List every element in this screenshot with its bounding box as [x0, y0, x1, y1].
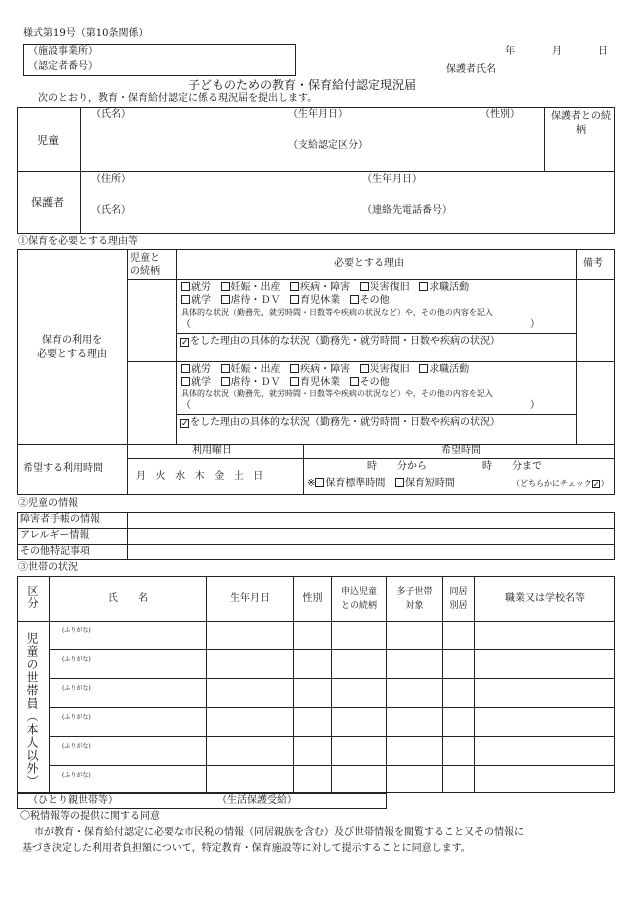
consent-title: 〇税情報等の提供に関する同意: [20, 811, 160, 822]
work-option[interactable]: 就労: [181, 282, 211, 293]
section2-title: ②児童の情報: [18, 498, 78, 509]
standard-time-option[interactable]: 保育標準時間: [315, 478, 385, 489]
child-info-table: [17, 512, 615, 560]
reason-header: 必要とする理由: [334, 258, 404, 269]
childcare-leave-option[interactable]: 育児休業: [290, 295, 340, 306]
paren-open-a: （: [181, 319, 191, 330]
form-number: 様式第19号（第10条関係）: [23, 28, 149, 39]
date-month: 月: [552, 46, 562, 57]
multi-child-header: 多子世帯 対象: [396, 587, 433, 611]
weekday-list: 月 火 水 木 金 土 日: [136, 471, 264, 482]
single-parent-label: （ひとり親世帯等）: [28, 795, 118, 806]
reason-options-row2-b: 就学 虐待・ＤＶ 育児休業 その他: [181, 377, 390, 388]
work-checkbox[interactable]: [181, 282, 190, 291]
child-row-label: 児童: [37, 134, 59, 147]
consent-text-2: 基づき決定した利用者負担額について，特定教育・保育施設等に対して提示することに同意します。: [22, 843, 471, 854]
relation-to-child-header: 申込児童 との続柄: [340, 587, 377, 611]
reason-options-row2-a: [181, 295, 390, 306]
facility-label: （施設事業所）: [28, 46, 98, 57]
job-search-option[interactable]: 求職活動: [419, 282, 469, 293]
welfare-label: （生活保護受給）: [217, 795, 297, 806]
date-day: 日: [598, 46, 608, 57]
checked-note-a: ✓をした理由の具体的な状況（勤務先・就労時間・日数や疾病の状況）: [181, 336, 500, 348]
guardian-row-label: 保護者: [31, 196, 64, 209]
allergy-info-label: アレルギー情報: [20, 530, 90, 541]
reason-row-label: 保育の利用を 必要とする理由: [37, 335, 107, 360]
guardian-birthdate-label: （生年月日）: [362, 174, 422, 185]
situation-note-a: 具体的な状況（勤務先，就労時間・日数等や疾病の状況など）や，その他の内容を記入: [181, 308, 493, 317]
cohabit-header: 同居 別居: [449, 587, 468, 611]
illness-option[interactable]: 疾病・障害: [290, 282, 350, 293]
furigana-label: (ふりがな): [62, 685, 91, 692]
child-sex-label: （性別）: [480, 109, 520, 120]
remarks-header: 備考: [583, 258, 603, 269]
sex-header: 性別: [302, 593, 323, 604]
disability-info-label: 障害者手帳の情報: [20, 514, 100, 525]
section3-title: ③世帯の状況: [18, 562, 78, 573]
furigana-label: (ふりがな): [62, 772, 91, 779]
furigana-label: (ふりがな): [62, 656, 91, 663]
guardian-phone-label: （連絡先電話番号）: [362, 205, 452, 216]
other-option[interactable]: その他: [350, 295, 390, 306]
paren-open-b: （: [181, 400, 191, 411]
household-category-label: 児童の世帯員（本人以外）: [25, 632, 39, 788]
reason-options-row1-b: 就労 妊娠・出産 疾病・障害 災害復旧 求職活動: [181, 364, 469, 375]
child-relation-label: 保護者との続柄: [551, 111, 611, 136]
furigana-label: (ふりがな): [62, 627, 91, 634]
birthdate-header: 生年月日: [230, 593, 270, 604]
usage-time-label: 希望する利用時間: [23, 463, 103, 474]
time-from[interactable]: 時 分から: [367, 461, 427, 472]
disaster-option[interactable]: 災害復旧: [360, 282, 410, 293]
category-header: 区分: [26, 585, 39, 609]
abuse-option[interactable]: 虐待・ＤＶ: [221, 295, 281, 306]
paren-close-b: ）: [530, 400, 540, 411]
other-notes-label: その他特記事項: [20, 546, 90, 557]
recipient-number-label: （認定者番号）: [28, 61, 98, 72]
child-name-label: （氏名）: [91, 109, 131, 120]
reason-options-row1-a: [181, 282, 469, 293]
consent-text-1: 市が教育・保育給付認定に必要な市民税の情報（同居親族を含む）及び世帯情報を閲覧すること又その情報に: [34, 827, 524, 838]
days-header: 利用曜日: [192, 445, 232, 456]
paren-close-a: ）: [530, 319, 540, 330]
guardian-address-label: （住所）: [91, 174, 131, 185]
furigana-label: (ふりがな): [62, 714, 91, 721]
checked-note-b: ✓をした理由の具体的な状況（勤務先・就労時間・日数や疾病の状況）: [181, 417, 500, 429]
benefit-class-label: （支給認定区分）: [288, 140, 368, 151]
child-birthdate-label: （生年月日）: [288, 109, 348, 120]
situation-note-b: 具体的な状況（勤務先，就労時間・日数等や疾病の状況など）や，その他の内容を記入: [181, 389, 493, 398]
name-header: 氏 名: [108, 593, 148, 604]
checkmark-icon: ✓: [181, 338, 189, 348]
relation-header: 児童と の続柄: [130, 253, 160, 277]
guardian-name-label: 保護者氏名: [446, 64, 496, 75]
hours-header: 希望時間: [441, 445, 481, 456]
section1-title: ①保育を必要とする理由等: [18, 236, 138, 247]
time-to[interactable]: 時 分まで: [482, 461, 542, 472]
guardian-name-field-label: （氏名）: [91, 205, 131, 216]
page-title: 子どものための教育・保育給付認定現況届: [188, 78, 417, 92]
intro-text: 次のとおり，教育・保育給付認定に係る現況届を提出します。: [38, 93, 318, 104]
pregnancy-option[interactable]: 妊娠・出産: [221, 282, 281, 293]
occupation-header: 職業又は学校名等: [505, 593, 585, 604]
checkmark-icon: ✓: [181, 419, 189, 429]
household-table: [17, 576, 615, 793]
school-option[interactable]: 就学: [181, 295, 211, 306]
time-type-row: ※ 保育標準時間 保育短時間: [307, 478, 455, 489]
either-check-note: （どちらかにチェック✓）: [512, 479, 609, 489]
checkmark-icon: ✓: [592, 480, 600, 489]
short-time-option[interactable]: 保育短時間: [395, 478, 455, 489]
furigana-label: (ふりがな): [62, 743, 91, 750]
date-year: 年: [505, 46, 515, 57]
